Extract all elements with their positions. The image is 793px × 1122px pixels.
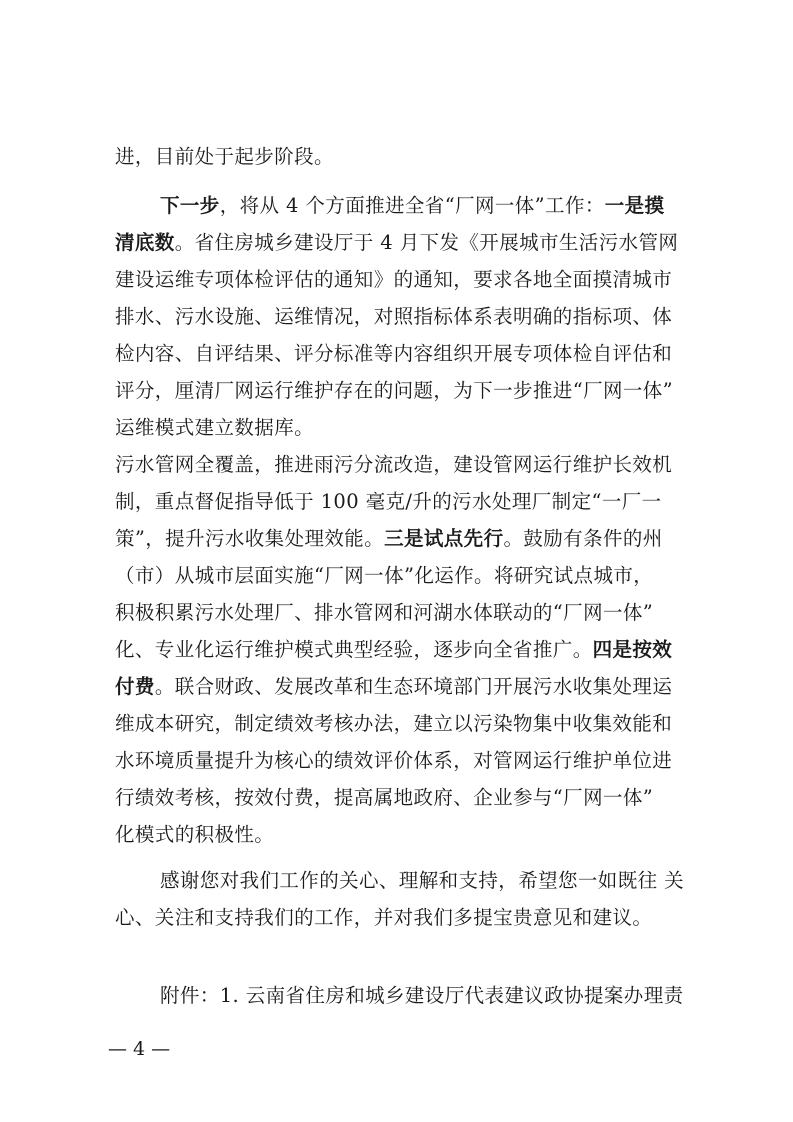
text-line: 排水、污水设施、运维情况，对照指标体系表明确的指标项、体 [115,305,673,328]
thanks-line: 心、关注和支持我们的工作，并对我们多提宝贵意见和建议。 [115,906,653,929]
text-line: 行绩效考核，按效付费，提高属地政府、企业参与“厂网一体” [115,786,654,809]
bold-heading: 四是按效 [592,638,673,661]
text-line: 化模式的积极性。 [115,823,275,846]
text-line: 建设运维专项体检评估的通知》的通知，要求各地全面摸清城市 [115,268,673,291]
text-line: 运维模式建立数据库。 [115,416,315,439]
bold-heading: 付费 [115,675,155,698]
page-number: — 4 — [108,1038,171,1060]
text-line: 制，重点督促指导低于 100 毫克/升的污水处理厂制定“一厂一 [115,490,662,513]
text-line: 评分，厘清厂网运行维护存在的问题，为下一步推进“厂网一体” [115,379,674,402]
text-line: （市）从城市层面实施“厂网一体”化运作。将研究试点城市， [115,564,654,587]
text-line: 付费。联合财政、发展改革和生态环境部门开展污水收集处理运 [115,675,673,698]
text-line: 化、专业化运行维护模式典型经验，逐步向全省推广。四是按效 [115,638,673,661]
bold-heading: 一是摸 [604,194,665,217]
bold-heading: 三是试点先行 [384,527,504,550]
text-line: 检内容、自评结果、评分标准等内容组织开展专项体检自评估和 [115,342,673,365]
text-line: 策”，提升污水收集处理效能。三是试点先行。鼓励有条件的州 [115,527,663,550]
text-line: 下一步，将从 4 个方面推进全省“厂网一体”工作：一是摸 [160,194,665,217]
text-line: 维成本研究，制定绩效考核办法，建立以污染物集中收集效能和 [115,712,673,735]
text-line: 清底数。省住房城乡建设厅于 4 月下发《开展城市生活污水管网 [115,231,679,254]
text-line: 水环境质量提升为核心的绩效评价体系，对管网运行维护单位进 [115,749,673,772]
thanks-line: 感谢您对我们工作的关心、理解和支持，希望您一如既往 关 [160,869,684,892]
text-line: 进，目前处于起步阶段。 [115,145,334,168]
attachment-line: 附件：1. 云南省住房和城乡建设厅代表建议政协提案办理责 [160,984,684,1007]
bold-heading: 下一步 [160,194,220,217]
text-line: 污水管网全覆盖，推进雨污分流改造，建设管网运行维护长效机 [115,453,673,476]
bold-heading: 清底数 [115,231,175,254]
text-line: 积极积累污水处理厂、排水管网和河湖水体联动的“厂网一体” [115,601,654,624]
